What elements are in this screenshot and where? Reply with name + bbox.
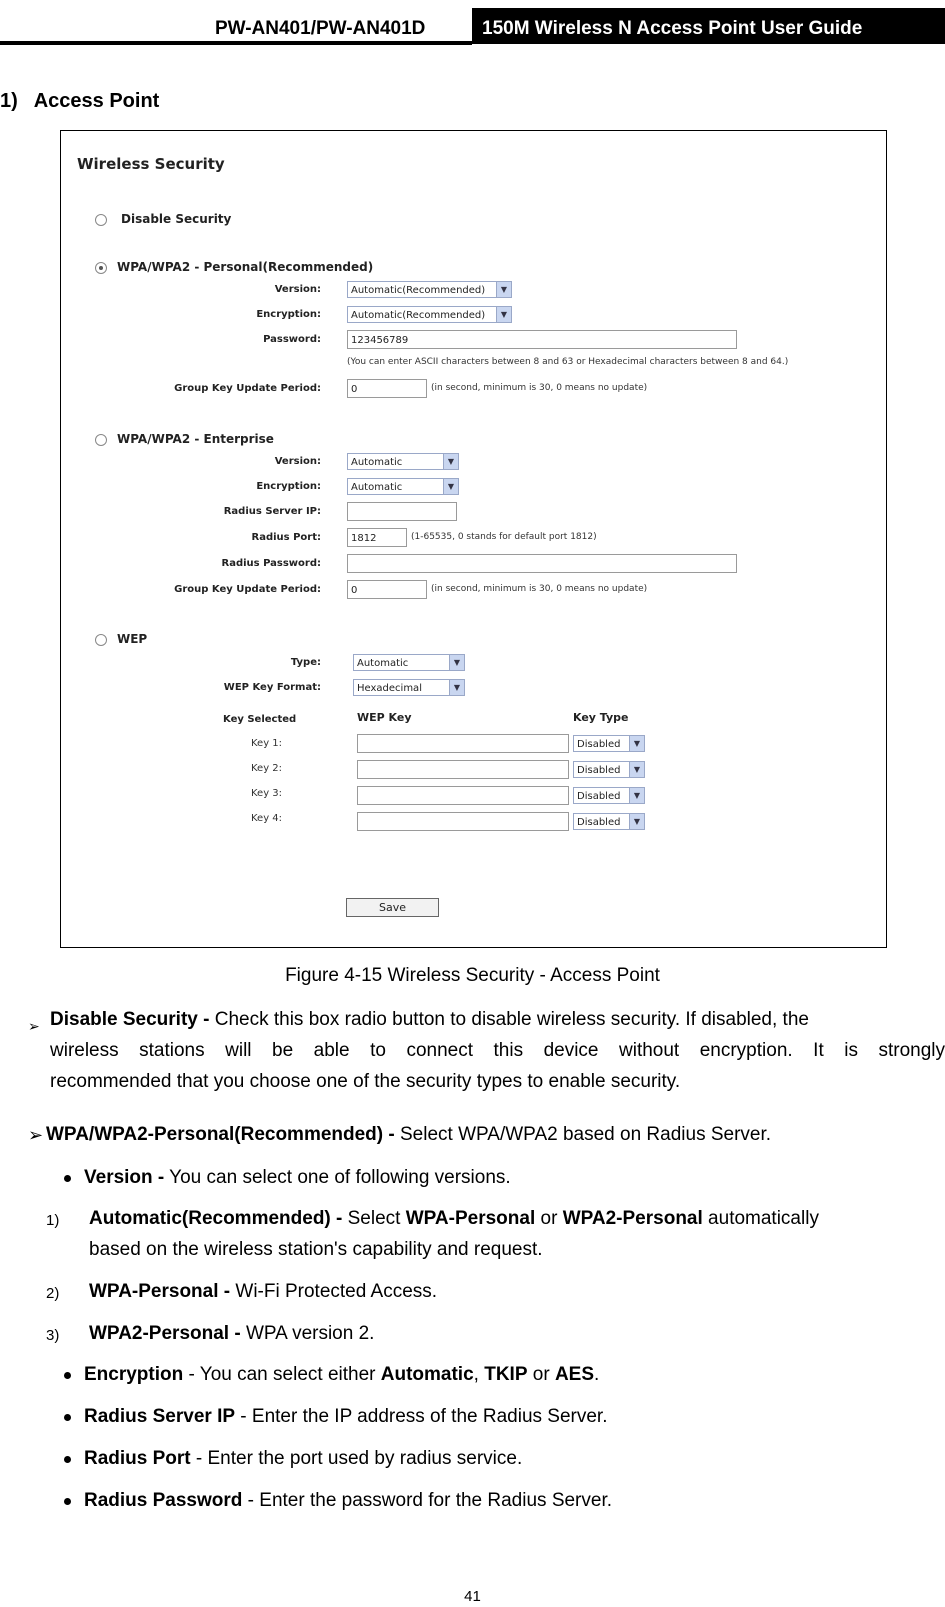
- key-type-header: Key Type: [573, 711, 629, 724]
- wep-format-value: Hexadecimal: [357, 683, 422, 694]
- key-4-type-select[interactable]: [573, 813, 645, 830]
- radius-port-hint: (1-65535, 0 stands for default port 1812): [411, 532, 597, 542]
- key-2-input[interactable]: [357, 760, 569, 779]
- personal-encryption-label: Encryption:: [256, 309, 321, 320]
- disable-security-label: Disable Security: [121, 212, 232, 226]
- radius-password-input[interactable]: [347, 554, 737, 573]
- wpa-personal-radio[interactable]: [95, 262, 107, 274]
- automatic-wpa2-personal: WPA2-Personal: [562, 1208, 703, 1229]
- personal-password-input[interactable]: 123456789: [347, 330, 737, 349]
- bullet-dot: [64, 1175, 71, 1182]
- disable-security-text-1: Check this box radio button to disable wireless security. If disabled, the: [209, 1009, 809, 1030]
- automatic-text-c: automatically: [702, 1208, 819, 1229]
- disable-security-line-3: recommended that you choose one of the security types to enable security.: [50, 1071, 681, 1092]
- encryption-sep-2: or: [527, 1364, 555, 1385]
- encryption-automatic: Automatic: [380, 1364, 474, 1385]
- radius-password-paragraph: [84, 1486, 612, 1516]
- arrow-bullet-icon: ➢: [28, 1018, 40, 1034]
- key-1-input[interactable]: [357, 734, 569, 753]
- wep-label: WEP: [117, 632, 148, 646]
- wep-type-select[interactable]: [353, 654, 465, 671]
- enterprise-gkup-label: Group Key Update Period:: [174, 584, 321, 595]
- disable-security-term: Disable Security -: [50, 1009, 210, 1030]
- enterprise-encryption-label: Encryption:: [256, 481, 321, 492]
- disable-security-paragraph: [50, 1005, 945, 1035]
- radius-port-term: Radius Port: [84, 1448, 191, 1469]
- personal-gkup-hint: (in second, minimum is 30, 0 means no update): [431, 383, 648, 393]
- personal-encryption-value: Automatic(Recommended): [351, 310, 486, 321]
- radius-server-ip-label: Radius Server IP:: [223, 506, 321, 517]
- wpa-personal-item-text: Wi-Fi Protected Access.: [230, 1281, 438, 1302]
- automatic-paragraph: [89, 1204, 945, 1234]
- radius-port-input[interactable]: 1812: [347, 528, 407, 547]
- wpa-personal-paragraph: [46, 1120, 771, 1150]
- key-1-type-value: Disabled: [577, 739, 621, 750]
- page-number: 41: [464, 1588, 481, 1605]
- key-3-input[interactable]: [357, 786, 569, 805]
- bullet-dot: [64, 1498, 71, 1505]
- chevron-down-icon: ▼: [443, 479, 458, 494]
- key-4-label: Key 4:: [251, 813, 283, 824]
- encryption-paragraph: [84, 1360, 599, 1390]
- key-2-label: Key 2:: [251, 763, 283, 774]
- wpa-enterprise-radio[interactable]: [95, 434, 107, 446]
- radius-server-ip-term: Radius Server IP: [84, 1406, 236, 1427]
- wpa-personal-term: WPA/WPA2-Personal(Recommended) -: [46, 1124, 395, 1145]
- encryption-aes: AES: [554, 1364, 595, 1385]
- encryption-end: .: [594, 1364, 600, 1385]
- header-model: PW-AN401/PW-AN401D: [215, 18, 426, 39]
- version-term: Version -: [84, 1167, 165, 1188]
- wpa-personal-item-term: WPA-Personal -: [89, 1281, 231, 1302]
- disable-security-line-2: wireless stations will be able to connect this device without encryption. It is strongly: [50, 1040, 945, 1061]
- key-2-type-value: Disabled: [577, 765, 621, 776]
- radius-port-text: - Enter the port used by radius service.: [190, 1448, 523, 1469]
- chevron-down-icon: ▼: [629, 788, 644, 803]
- personal-gkup-label: Group Key Update Period:: [174, 383, 321, 394]
- enterprise-version-value: Automatic: [351, 457, 403, 468]
- wep-key-header: WEP Key: [357, 711, 412, 724]
- wep-type-value: Automatic: [357, 658, 409, 669]
- personal-version-label: Version:: [274, 284, 321, 295]
- version-paragraph: [84, 1163, 511, 1193]
- radius-password-label: Radius Password:: [221, 558, 321, 569]
- chevron-down-icon: ▼: [629, 814, 644, 829]
- wpa2-personal-item-term: WPA2-Personal -: [89, 1323, 241, 1344]
- wireless-security-figure: [60, 130, 887, 948]
- encryption-tkip: TKIP: [484, 1364, 528, 1385]
- key-3-label: Key 3:: [251, 788, 283, 799]
- personal-gkup-input[interactable]: 0: [347, 379, 427, 398]
- save-button[interactable]: Save: [346, 898, 439, 917]
- radius-port-paragraph: [84, 1444, 522, 1474]
- chevron-down-icon: ▼: [629, 736, 644, 751]
- wpa-enterprise-label: WPA/WPA2 - Enterprise: [117, 432, 274, 446]
- wep-format-select[interactable]: [353, 679, 465, 696]
- radius-password-text: - Enter the password for the Radius Server.: [242, 1490, 613, 1511]
- bullet-dot: [64, 1456, 71, 1463]
- key-3-type-select[interactable]: [573, 787, 645, 804]
- chevron-down-icon: ▼: [496, 282, 511, 297]
- item-number-3: 3): [46, 1327, 60, 1344]
- wep-radio[interactable]: [95, 634, 107, 646]
- header-guide-title: 150M Wireless N Access Point User Guide: [472, 8, 945, 44]
- automatic-text-b: or: [535, 1208, 563, 1229]
- section-title: 1) Access Point: [0, 90, 160, 112]
- enterprise-version-label: Version:: [274, 456, 321, 467]
- encryption-sep-1: ,: [473, 1364, 485, 1385]
- chevron-down-icon: ▼: [629, 762, 644, 777]
- personal-password-hint: (You can enter ASCII characters between 8 and 63 or Hexadecimal characters between 8 and 64.): [347, 357, 789, 367]
- radius-server-ip-paragraph: [84, 1402, 608, 1432]
- header-rule: [0, 41, 472, 45]
- personal-password-label: Password:: [263, 334, 321, 345]
- bullet-dot: [64, 1414, 71, 1421]
- chevron-down-icon: ▼: [443, 454, 458, 469]
- key-3-type-value: Disabled: [577, 791, 621, 802]
- wpa-personal-item: [89, 1277, 437, 1307]
- automatic-line-2: based on the wireless station's capability and request.: [89, 1239, 543, 1260]
- radius-port-label: Radius Port:: [251, 532, 321, 543]
- key-4-input[interactable]: [357, 812, 569, 831]
- figure-caption: Figure 4-15 Wireless Security - Access Point: [285, 965, 660, 986]
- wpa-personal-label: WPA/WPA2 - Personal(Recommended): [117, 260, 374, 274]
- key-4-type-value: Disabled: [577, 817, 621, 828]
- chevron-down-icon: ▼: [496, 307, 511, 322]
- encryption-term: Encryption: [84, 1364, 184, 1385]
- wpa-personal-text: Select WPA/WPA2 based on Radius Server.: [394, 1124, 772, 1145]
- figure-title: Wireless Security: [77, 155, 225, 173]
- enterprise-gkup-input[interactable]: 0: [347, 580, 427, 599]
- personal-encryption-select[interactable]: [347, 306, 512, 323]
- encryption-text-a: - You can select either: [183, 1364, 381, 1385]
- radius-server-ip-input[interactable]: [347, 502, 457, 521]
- radius-password-term: Radius Password: [84, 1490, 243, 1511]
- enterprise-version-select[interactable]: [347, 453, 459, 470]
- chevron-down-icon: ▼: [449, 655, 464, 670]
- wpa2-personal-item-text: WPA version 2.: [240, 1323, 375, 1344]
- item-number-2: 2): [46, 1285, 60, 1302]
- enterprise-encryption-value: Automatic: [351, 482, 403, 493]
- automatic-text-a: Select: [342, 1208, 406, 1229]
- key-2-type-select[interactable]: [573, 761, 645, 778]
- automatic-wpa-personal: WPA-Personal: [405, 1208, 536, 1229]
- enterprise-gkup-hint: (in second, minimum is 30, 0 means no update): [431, 584, 648, 594]
- automatic-term: Automatic(Recommended) -: [89, 1208, 343, 1229]
- wpa2-personal-item: [89, 1319, 374, 1349]
- personal-version-select[interactable]: [347, 281, 512, 298]
- bullet-dot: [64, 1372, 71, 1379]
- item-number-1: 1): [46, 1212, 60, 1229]
- arrow-bullet-icon: ➢: [28, 1125, 44, 1145]
- enterprise-encryption-select[interactable]: [347, 478, 459, 495]
- chevron-down-icon: ▼: [449, 680, 464, 695]
- key-1-label: Key 1:: [251, 738, 283, 749]
- wep-type-label: Type:: [290, 657, 321, 668]
- key-1-type-select[interactable]: [573, 735, 645, 752]
- version-text: You can select one of following versions.: [164, 1167, 511, 1188]
- personal-version-value: Automatic(Recommended): [351, 285, 486, 296]
- radius-server-ip-text: - Enter the IP address of the Radius Server.: [235, 1406, 608, 1427]
- wep-format-label: WEP Key Format:: [223, 682, 321, 693]
- disable-security-radio[interactable]: [95, 214, 107, 226]
- key-selected-header: Key Selected: [223, 714, 297, 725]
